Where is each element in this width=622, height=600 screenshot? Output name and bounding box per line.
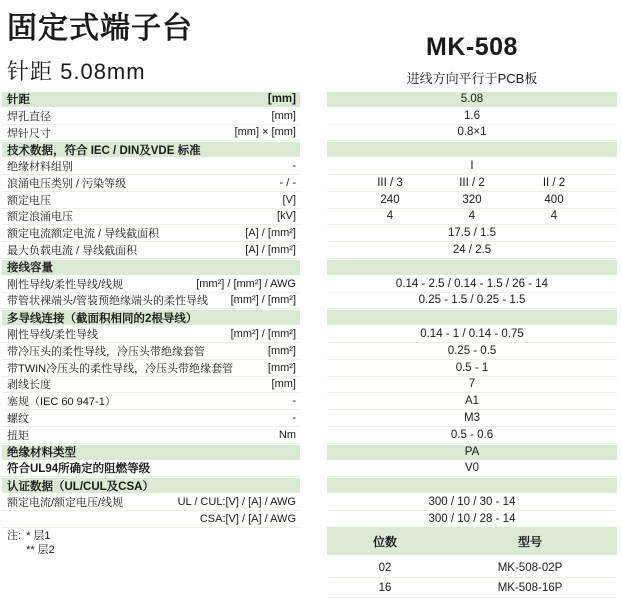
spec-label-cell <box>2 225 300 242</box>
spec-label: 最大负载电流 / 导线截面积 <box>7 245 138 258</box>
order-table <box>327 527 617 598</box>
spec-row <box>0 293 622 310</box>
spec-label-cell <box>2 259 300 276</box>
spec-value: 240 <box>380 193 400 206</box>
spec-value-cell <box>327 125 617 142</box>
spec-row <box>0 158 622 175</box>
spec-row <box>0 209 622 226</box>
spec-unit: Nm <box>278 428 296 441</box>
spec-row <box>0 511 622 528</box>
spec-unit: [V] <box>282 193 296 206</box>
spec-value: 300 / 10 / 28 - 14 <box>428 512 516 525</box>
spec-label: 塞规（IEC 60 947-1） <box>7 396 116 409</box>
order-table-header <box>327 527 617 555</box>
order-row <box>327 578 617 598</box>
spec-label: 技术数据，符合 IEC / DIN及VDE 标准 <box>7 144 201 157</box>
spec-row <box>0 461 622 478</box>
spec-label: 绝缘材料组别 <box>7 161 73 174</box>
spec-row <box>0 225 622 242</box>
spec-value-cell <box>327 293 617 310</box>
spec-unit: CSA:[V] / [A] / AWG <box>199 512 296 525</box>
footnote-line: * 层1 <box>26 530 51 542</box>
spec-unit: [mm] <box>271 109 296 122</box>
spec-label: 带冷压头的柔性导线，冷压头带绝缘套管 <box>7 345 205 358</box>
spec-unit: [mm²] / [mm²] <box>230 328 296 341</box>
spec-value-cell <box>327 444 617 461</box>
spec-row <box>0 192 622 209</box>
spec-label: 带TWIN冷压头的柔性导线，冷压头带绝缘套管 <box>7 362 234 375</box>
spec-label: 多导线连接（截面积相同的2根导线） <box>7 312 198 325</box>
spec-row <box>0 326 622 343</box>
spec-section-row <box>0 309 622 326</box>
spec-row <box>0 360 622 377</box>
spec-value: 0.8×1 <box>457 126 487 139</box>
footnote-line: ** 层2 <box>26 544 55 556</box>
spec-label-cell <box>2 511 300 528</box>
spec-label: 额定电流额定电流 / 导线截面积 <box>7 228 160 241</box>
spec-value-cell <box>327 494 617 511</box>
spec-label-cell <box>2 360 300 377</box>
spec-unit: - <box>292 412 296 425</box>
spec-label: 带管状裸端头/管装预绝缘端头的柔性导线 <box>7 295 209 308</box>
spec-unit: - / - <box>279 176 296 189</box>
spec-value: I <box>470 160 474 173</box>
spec-unit: [mm²] <box>267 344 296 357</box>
spec-value-cell <box>327 91 617 108</box>
page-title: 固定式端子台 <box>7 12 193 45</box>
spec-row <box>0 427 622 444</box>
spec-label: 接线容量 <box>7 262 53 275</box>
spec-label-cell <box>2 427 300 444</box>
spec-label: 焊针尺寸 <box>7 127 51 140</box>
spec-label-cell <box>2 125 300 142</box>
model-note: 进线方向平行于PCB板 <box>406 71 538 86</box>
spec-row <box>0 108 622 125</box>
spec-row <box>0 242 622 259</box>
spec-label: 额定电流/额定电压/线规 <box>7 497 124 510</box>
model-number: MK-508 <box>426 33 518 61</box>
spec-row <box>0 410 622 427</box>
spec-table <box>0 91 622 528</box>
spec-section-row <box>0 444 622 461</box>
spec-row <box>0 125 622 142</box>
spec-value: 4 <box>386 210 394 223</box>
spec-label-cell <box>2 141 300 158</box>
spec-unit: [mm²] / [mm²] <box>230 294 296 307</box>
spec-value: 320 <box>462 193 482 206</box>
spec-value: 24 / 2.5 <box>452 244 492 257</box>
spec-value: A1 <box>464 395 480 408</box>
spec-value-cell <box>327 326 617 343</box>
spec-label-cell <box>2 158 300 175</box>
spec-label-cell <box>2 444 300 461</box>
spec-value-cell <box>327 360 617 377</box>
spec-value: 0.25 - 1.5 / 0.25 - 1.5 <box>418 294 526 307</box>
spec-label: 针距 <box>7 94 30 107</box>
spec-label-cell <box>2 276 300 293</box>
spec-label: 刚性导线/柔性导线/线规 <box>7 278 124 291</box>
spec-row <box>0 175 622 192</box>
spec-value-cell <box>327 393 617 410</box>
spec-section-row <box>0 141 622 158</box>
spec-label: 浪涌电压类别 / 污染等级 <box>7 177 127 190</box>
spec-section-row <box>0 91 622 108</box>
spec-value-cell <box>327 259 617 276</box>
spec-label-cell <box>2 91 300 108</box>
spec-label-cell <box>2 343 300 360</box>
spec-value: 400 <box>544 193 564 206</box>
spec-value: 5.08 <box>460 93 484 106</box>
spec-row <box>0 343 622 360</box>
spec-value: 0.14 - 2.5 / 0.14 - 1.5 / 26 - 14 <box>395 277 549 290</box>
spec-value-cell <box>327 276 617 293</box>
order-poles: 02 <box>378 561 392 574</box>
spec-label-cell <box>2 293 300 310</box>
spec-value-cell <box>327 461 617 478</box>
order-row <box>327 558 617 578</box>
pitch-subtitle: 针距 5.08mm <box>7 59 146 84</box>
spec-value: 1.6 <box>464 109 480 122</box>
spec-value-cell <box>327 427 617 444</box>
spec-value-cell <box>327 192 617 209</box>
spec-unit: [A] / [mm²] <box>245 244 296 257</box>
spec-value-cell <box>327 309 617 326</box>
spec-label: 焊孔直径 <box>7 110 51 123</box>
footnotes <box>7 529 55 557</box>
spec-value: 0.5 - 1 <box>455 361 489 374</box>
spec-value: II / 2 <box>542 176 566 189</box>
spec-value-cell <box>327 242 617 259</box>
spec-label-cell <box>2 477 300 494</box>
spec-label-cell <box>2 309 300 326</box>
spec-value-cell <box>327 477 617 494</box>
spec-unit: [mm] <box>267 93 296 106</box>
order-header-poles: 位数 <box>372 534 397 549</box>
spec-value: III / 2 <box>459 176 485 189</box>
spec-value-cell <box>327 410 617 427</box>
spec-value: 0.14 - 1 / 0.14 - 0.75 <box>420 328 524 341</box>
spec-value: 7 <box>468 378 476 391</box>
spec-value-cell <box>327 377 617 394</box>
spec-label-cell <box>2 393 300 410</box>
spec-value: III / 3 <box>377 176 403 189</box>
spec-unit: [mm²] <box>267 361 296 374</box>
spec-value-cell <box>327 343 617 360</box>
spec-unit: [kV] <box>277 210 296 223</box>
spec-value: 4 <box>550 210 558 223</box>
spec-label: 额定电压 <box>7 194 51 207</box>
spec-label-cell <box>2 377 300 394</box>
spec-value: 0.25 - 0.5 <box>447 344 497 357</box>
spec-label-cell <box>2 410 300 427</box>
spec-value: PA <box>464 446 480 459</box>
order-header-type: 型号 <box>517 534 542 549</box>
spec-value: M3 <box>464 412 480 425</box>
spec-value-cell <box>327 511 617 528</box>
spec-label: 剥线长度 <box>7 379 51 392</box>
spec-unit: - <box>292 395 296 408</box>
order-poles: 16 <box>378 581 392 594</box>
spec-unit: [mm²] / [mm²] / AWG <box>196 277 296 290</box>
spec-value: V0 <box>464 462 480 475</box>
spec-value-cell <box>327 209 617 226</box>
spec-label: 认证数据（UL/CUL及CSA） <box>7 480 154 493</box>
spec-label: 绝缘材料类型 <box>7 447 76 460</box>
spec-value-cell <box>327 141 617 158</box>
order-type: MK-508-16P <box>497 581 563 594</box>
spec-value: 0.5 - 0.6 <box>450 428 494 441</box>
spec-row <box>0 276 622 293</box>
spec-label-cell <box>2 108 300 125</box>
spec-label: 刚性导线/柔性导线 <box>7 329 99 342</box>
spec-unit: [A] / [mm²] <box>245 227 296 240</box>
spec-value: 17.5 / 1.5 <box>448 227 496 240</box>
spec-label-cell <box>2 175 300 192</box>
spec-section-row <box>0 259 622 276</box>
footnote-prefix: 注: <box>7 530 22 542</box>
spec-label: 扭矩 <box>7 429 29 442</box>
spec-label: 额定浪涌电压 <box>7 211 73 224</box>
spec-label-cell <box>2 461 300 478</box>
model-header <box>327 0 617 87</box>
spec-unit: UL / CUL:[V] / [A] / AWG <box>177 496 296 509</box>
spec-value-cell <box>327 158 617 175</box>
spec-row <box>0 377 622 394</box>
spec-label-cell <box>2 242 300 259</box>
spec-value-cell <box>327 108 617 125</box>
spec-value-cell <box>327 225 617 242</box>
spec-value: 300 / 10 / 30 - 14 <box>428 496 516 509</box>
spec-value: 4 <box>468 210 476 223</box>
spec-label: 螺纹 <box>7 413 29 426</box>
spec-unit: [mm] × [mm] <box>234 126 296 139</box>
spec-unit: - <box>292 160 296 173</box>
spec-row <box>0 393 622 410</box>
spec-label-cell <box>2 326 300 343</box>
spec-label-cell <box>2 209 300 226</box>
spec-label-cell <box>2 494 300 511</box>
spec-unit: [mm] <box>271 378 296 391</box>
spec-value-cell <box>327 175 617 192</box>
order-type: MK-508-02P <box>497 561 563 574</box>
spec-section-row <box>0 477 622 494</box>
spec-row <box>0 494 622 511</box>
spec-label: 符合UL94所确定的阻燃等级 <box>7 463 151 476</box>
spec-label-cell <box>2 192 300 209</box>
